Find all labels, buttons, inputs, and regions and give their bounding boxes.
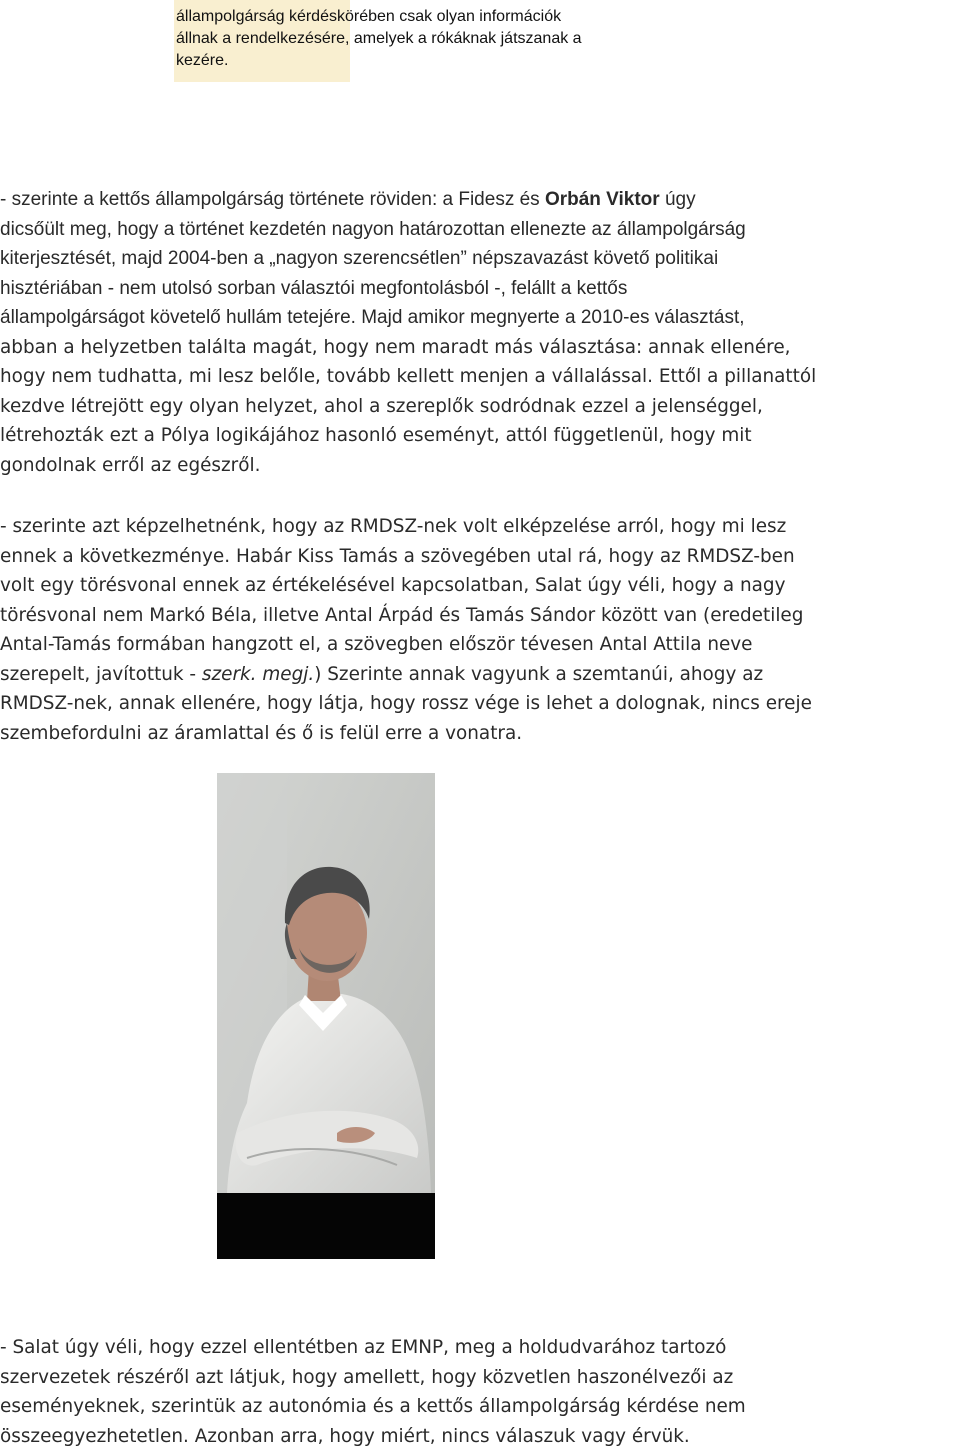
paragraph-line: összeegyezhetetlen. Azonban arra, hogy miért, nincs válaszuk vagy érvük. (0, 1425, 690, 1447)
paragraph-line: - Salat úgy véli, hogy ezzel ellentétben az EMNP, meg a holdudvarához tartozó (0, 1337, 727, 1358)
paragraph-line: szembefordulni az áramlattal és ő is felül erre a vonatra. (0, 722, 523, 744)
paragraph-line: szervezetek részéről azt látjuk, hogy amellett, hogy közvetlen haszonélvezői az (0, 1366, 734, 1388)
paragraph-line: szerepelt, javítottuk - szerk. megj.) Szerinte annak vagyunk a szemtanúi, ahogy az (0, 663, 764, 685)
paragraph-line: hogy nem tudhatta, mi lesz belőle, tovább kellett menjen a vállalással. Ettől a pillanattól (0, 366, 817, 387)
paragraph-line: - szerinte azt képzelhetnénk, hogy az RMDSZ-nek volt elképzelése arról, hogy mi lesz (0, 516, 787, 537)
paragraph-line: létrehozták ezt a Pólya logikájához hasonló eseményt, attól függetlenül, hogy mit (0, 425, 752, 446)
editor-note: szerk. megj. (201, 663, 315, 685)
paragraph-line: hisztériában - nem utolsó sorban választói megfontolásból -, felállt a kettős (0, 277, 628, 299)
quote-line: állnak a rendelkezésére, amelyek a rókáknak játszanak a (176, 30, 582, 47)
quote-line: állampolgárság kérdéskörében csak olyan információk (176, 8, 562, 25)
paragraph-line: - szerinte a kettős állampolgárság története röviden: a Fidesz és Orbán Viktor úgy (0, 189, 696, 210)
paragraph-line: törésvonal nem Markó Béla, illetve Antal Árpád és Tamás Sándor között van (eredetileg (0, 604, 804, 626)
quote-line: kezére. (176, 52, 229, 69)
portrait-photo-icon (217, 773, 435, 1259)
paragraph-line: gondolnak erről az egészről. (0, 454, 261, 476)
bold-name: Orbán Viktor (544, 189, 660, 210)
paragraph-rmdsz (0, 512, 960, 748)
paragraph-line: ennek a következménye. Habár Kiss Tamás a szövegében utal rá, hogy az RMDSZ-ben (0, 545, 795, 567)
paragraph-line: eseményeknek, szerintük az autonómia és a kettős állampolgárság kérdése nem (0, 1396, 746, 1417)
paragraph-line: Antal-Tamás formában hangzott el, a szövegben először tévesen Antal Attila neve (0, 634, 753, 655)
paragraph-line: volt egy törésvonal ennek az értékelésével kapcsolatban, Salat úgy véli, hogy a nagy (0, 575, 786, 596)
portrait-photo (217, 773, 435, 1259)
paragraph-line: RMDSZ-nek, annak ellenére, hogy látja, hogy rossz vége is lehet a dolognak, nincs ereje (0, 693, 812, 714)
paragraph-line: kezdve létrejött egy olyan helyzet, ahol a szereplők sodródnak ezzel a jelenséggel, (0, 395, 763, 417)
paragraph-history (0, 185, 960, 480)
pull-quote-box (174, 0, 582, 82)
paragraph-emnp (0, 1333, 960, 1451)
paragraph-line: kiterjesztését, majd 2004-ben a „nagyon szerencsétlen” népszavazást követő politikai (0, 248, 719, 269)
paragraph-line: állampolgárságot követelő hullám tetejére. Majd amikor megnyerte a 2010-es választást, (0, 307, 745, 328)
paragraph-line: abban a helyzetben találta magát, hogy nem maradt más választása: annak ellenére, (0, 336, 791, 358)
paragraph-line: dicsőült meg, hogy a történet kezdetén nagyon határozottan ellenezte az állampolgárság (0, 218, 746, 240)
